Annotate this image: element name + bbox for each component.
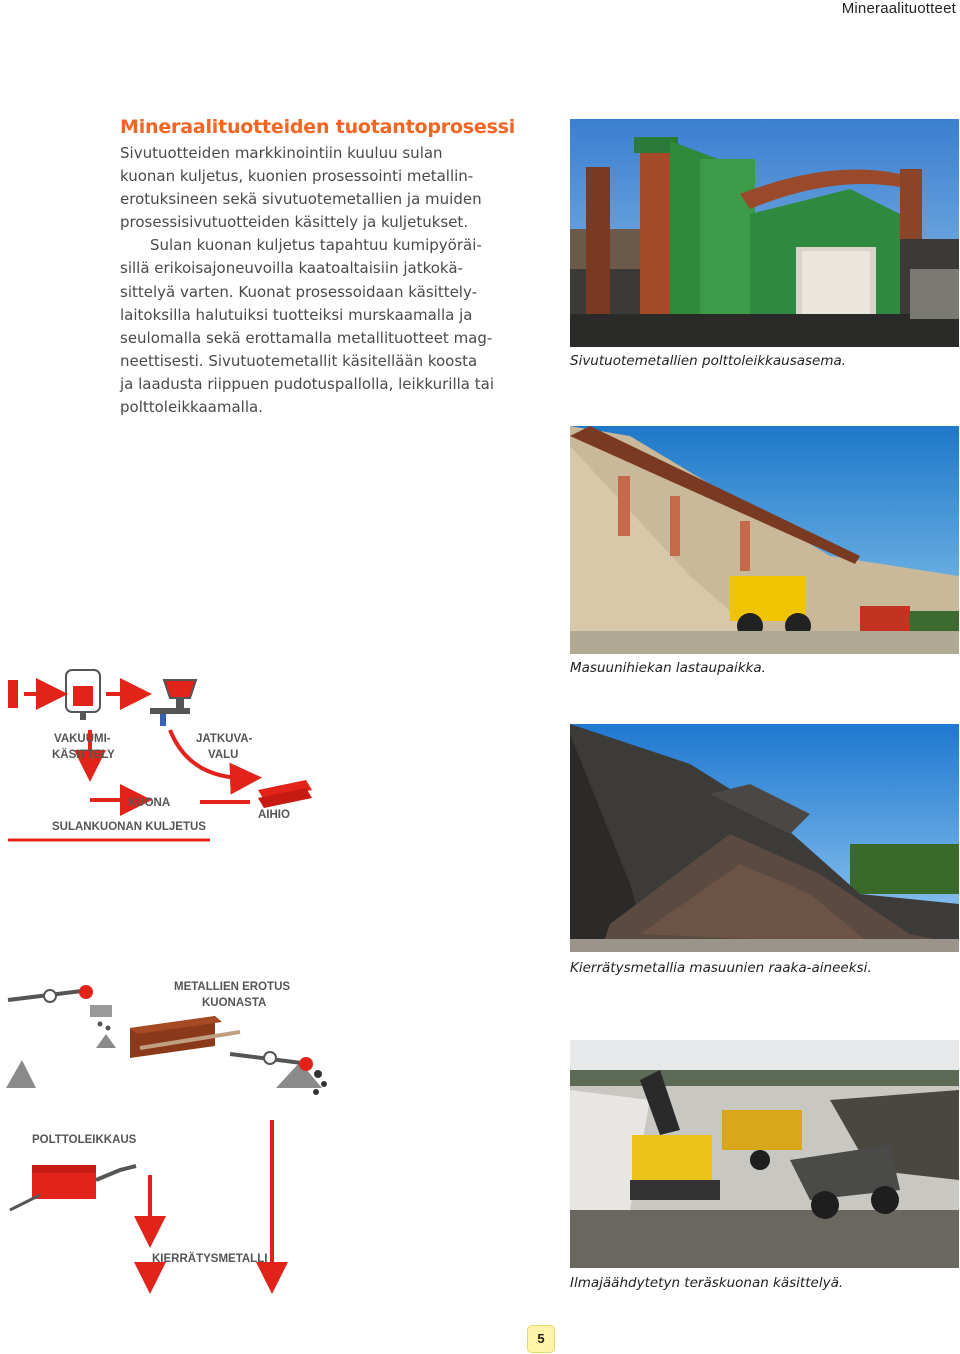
label-metal-separation-1: METALLIEN EROTUS <box>174 981 291 993</box>
running-header: Mineraalituotteet <box>841 0 956 17</box>
article-title: Mineraalituotteiden tuotantoprosessi <box>120 116 516 138</box>
label-casting-1: JATKUVA- <box>196 733 253 745</box>
process-diagram <box>0 650 330 1300</box>
body-line: prosessisivutuotteiden käsittely ja kuljetukset. <box>120 213 469 232</box>
screen-icon <box>90 1005 112 1031</box>
label-vacuum-2: KÄSITTELY <box>52 749 115 761</box>
page-number: 5 <box>527 1325 555 1353</box>
photo-caption: Sivutuotemetallien polttoleikkausasema. <box>570 353 847 369</box>
body-line: neettisesti. Sivutuotemetallit käsitellään koosta <box>120 351 478 370</box>
conveyor-2-icon <box>230 1052 313 1071</box>
conveyor-icon <box>8 985 93 1002</box>
photo-slag-handling <box>570 1040 959 1268</box>
flame-cutting-icon <box>10 1165 136 1210</box>
photo-caption: Kierrätysmetallia masuunien raaka-aineeksi. <box>570 960 872 976</box>
article-body <box>120 142 520 419</box>
body-line: laitoksilla halutuiksi tuotteiksi murskaamalla ja <box>120 305 473 324</box>
photo-caption: Masuunihiekan lastaupaikka. <box>570 660 766 676</box>
label-billet: AIHIO <box>258 809 290 821</box>
billet-icon <box>258 780 312 808</box>
body-line: sillä erikoisajoneuvoilla kaatoaltaisiin jatkokä- <box>120 259 463 278</box>
body-line: erotuksineen sekä sivutuotemetallien ja muiden <box>120 190 482 209</box>
photo-cutting-station <box>570 119 959 347</box>
body-line: Sivutuotteiden markkinointiin kuuluu sulan <box>120 144 443 162</box>
photo-caption: Ilmajäähdytetyn teräskuonan käsittelyä. <box>570 1275 844 1291</box>
label-vacuum-1: VAKUUMI- <box>54 733 111 745</box>
body-line: kuonan kuljetus, kuonien prosessointi metallin- <box>120 167 474 186</box>
label-metal-separation-2: KUONASTA <box>202 997 267 1009</box>
photo-scrap-pile <box>570 724 959 952</box>
body-line: polttoleikkaamalla. <box>120 398 263 417</box>
label-recycled-metal: KIERRÄTYSMETALLI <box>152 1253 268 1265</box>
label-slag: KUONA <box>128 797 171 809</box>
label-molten-slag-transport: SULANKUONAN KULJETUS <box>52 821 206 833</box>
label-flame-cutting: POLTTOLEIKKAUS <box>32 1134 137 1146</box>
body-line: sittelyä varten. Kuonat prosessoidaan käsittely- <box>120 282 478 301</box>
body-line: seulomalla sekä erottamalla metallituotteet mag- <box>120 328 493 347</box>
label-casting-2: VALU <box>208 749 239 761</box>
photo-sand-loading <box>570 426 959 654</box>
magnetic-separator-icon <box>130 1016 240 1058</box>
body-line: Sulan kuonan kuljetus tapahtuu kumipyöräi- <box>150 236 482 255</box>
continuous-casting-icon <box>150 680 196 726</box>
body-line: ja laadusta riippuen pudotuspallolla, leikkurilla tai <box>120 374 494 393</box>
